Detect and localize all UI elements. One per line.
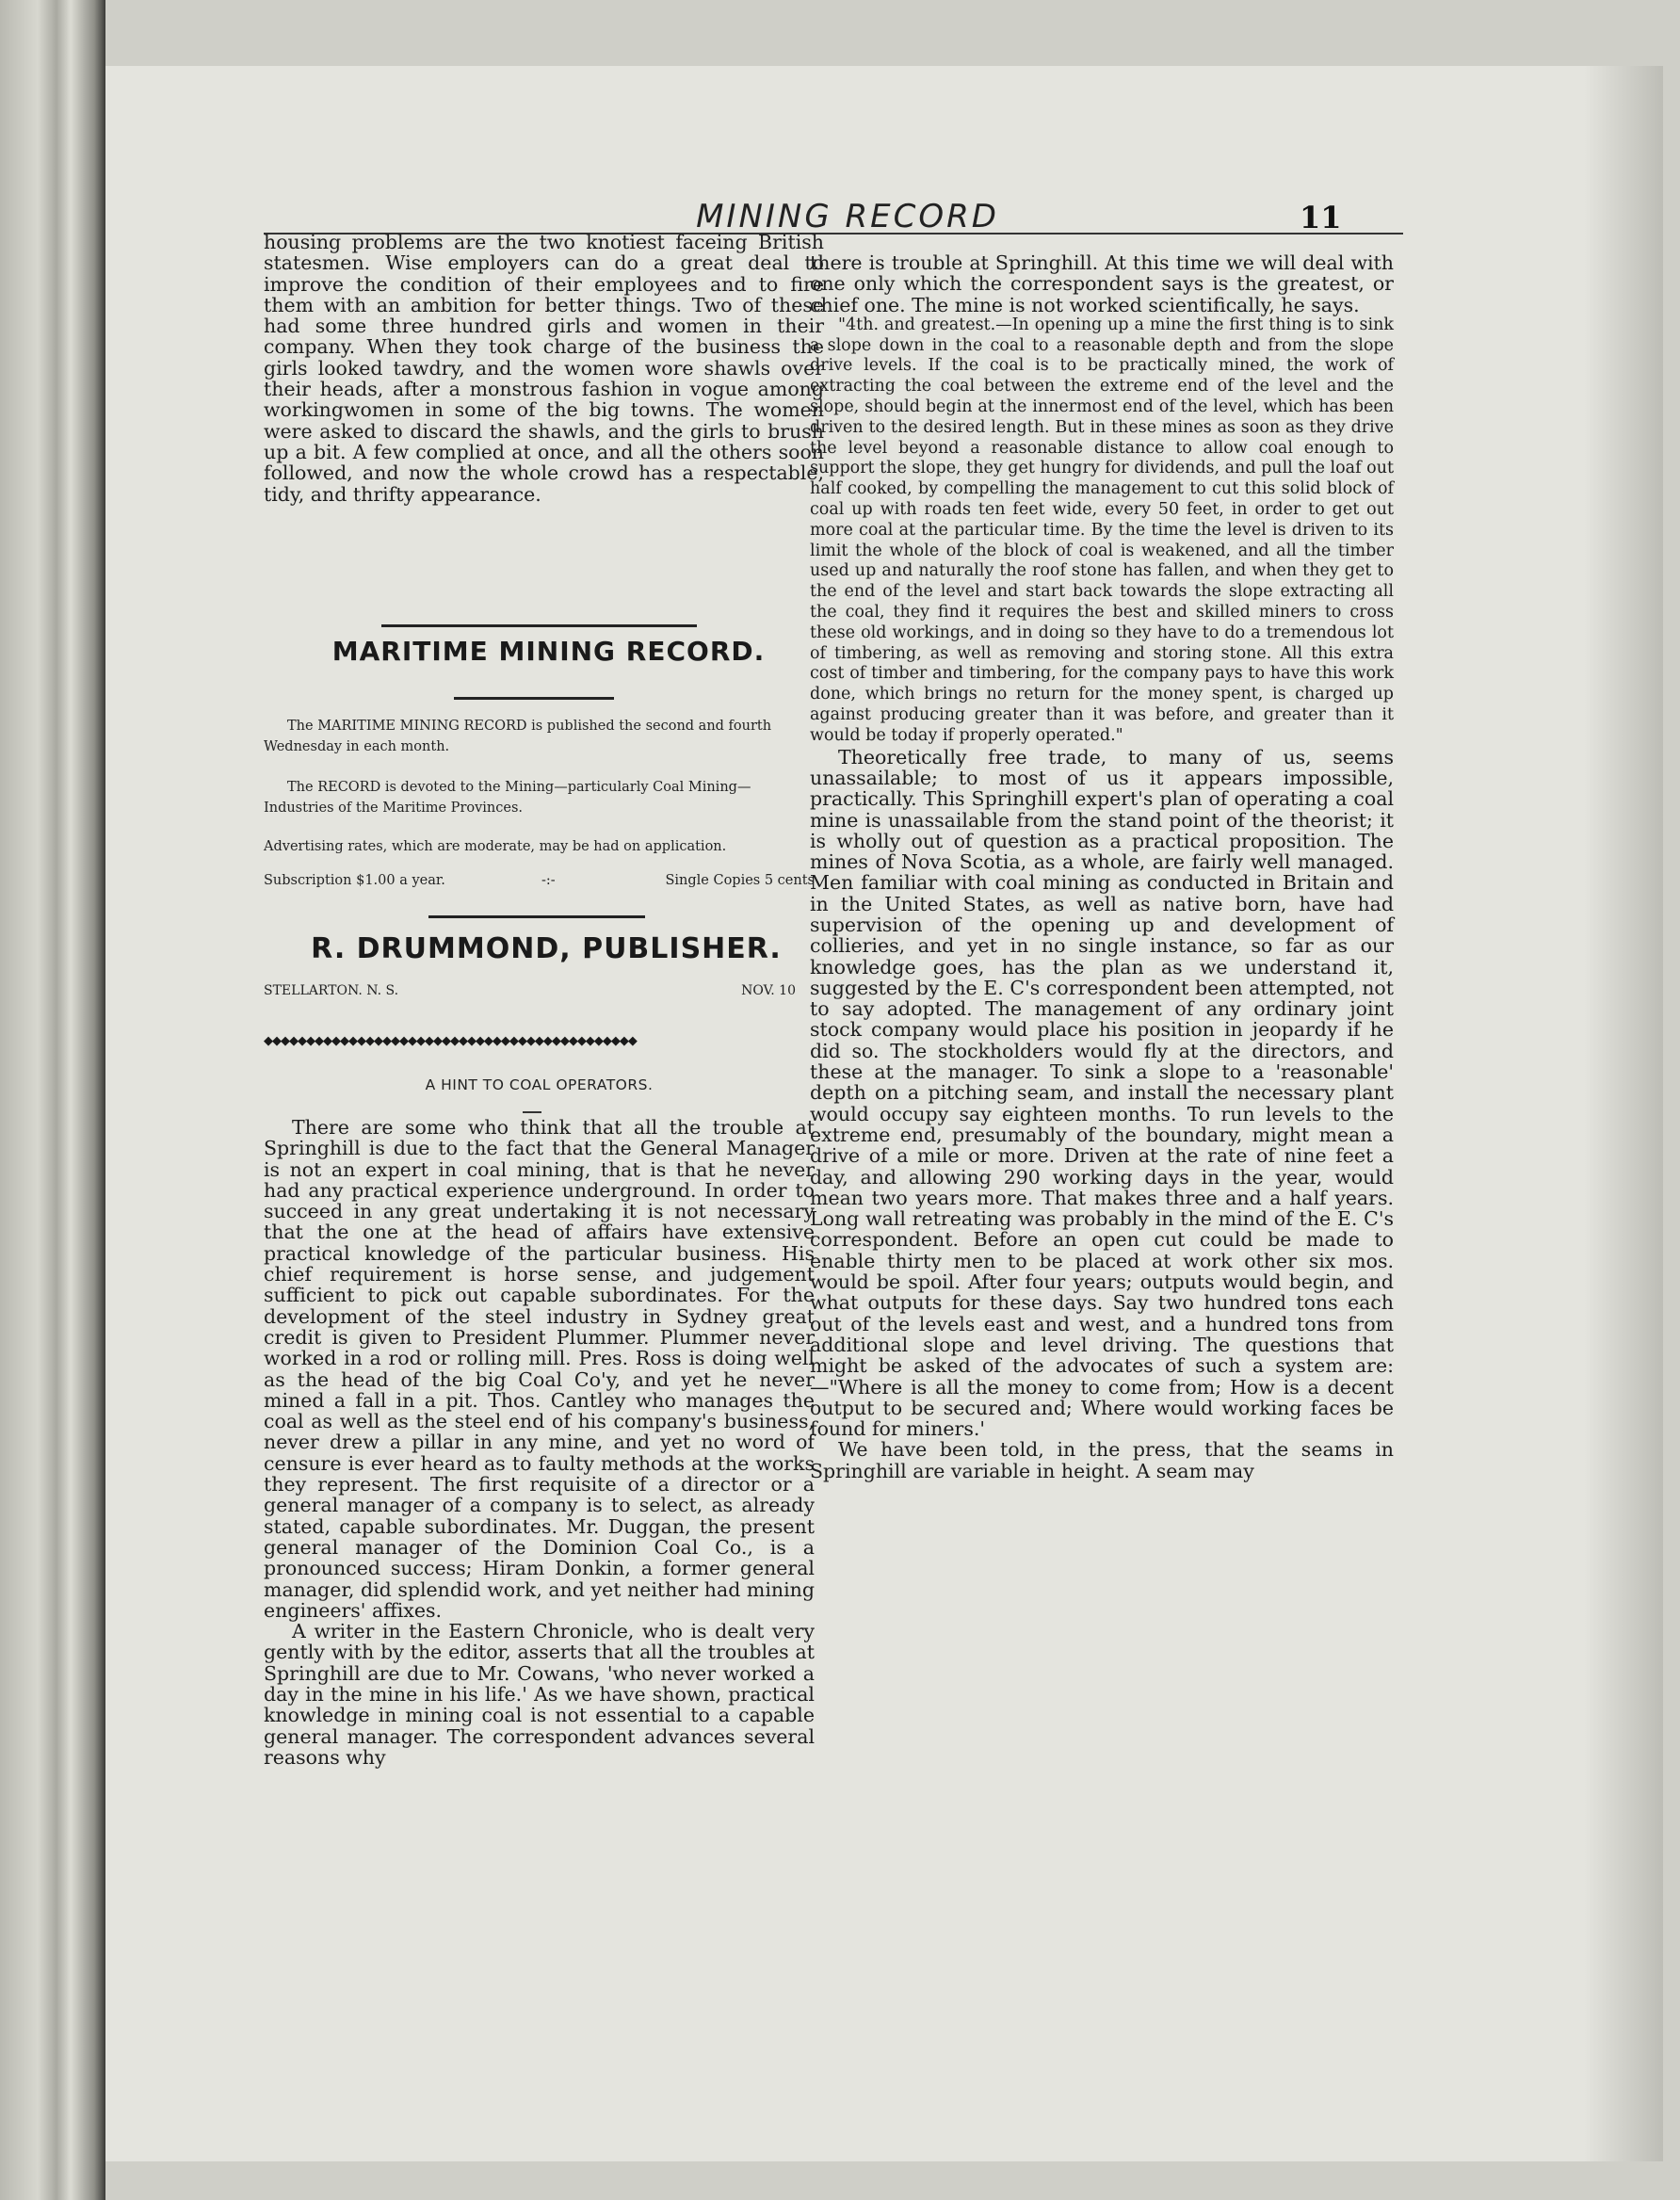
- article-paragraph-r3: Theoretically free trade, to many of us, seems unassailable; to most of us it appears impossible, practically. This Springhill expert's plan of operating a coal mine is unassailable from the stand point of the theorist; it is wholly out of question as a practical proposition. The mines of Nova Scotia, as a whole, are fairly well managed. Men familiar with coal mining as conducted in Britain and in the United States, as well as native born, have had supervision of the opening up and development of collieries, and yet in no single instance, so far as our knowledge goes, has the plan as we understand it, suggested by the E. C's correspondent been attempted, not to say adopted. The management of any ordinary joint stock company would place his position in jeopardy if he did so. The stockholders would fly at the directors, and these at the manager. To sink a slope to a 'reasonable' depth on a pitching seam, and install the necessary plant would occupy say eighteen months. To run levels to the extreme end, presumably of the boundary, might mean a drive of a mile or more. Driven at the rate of nine feet a day, and allowing 290 working days in the year, would mean two years more. That makes three and a half years. Long wall retreating was probably in the mind of the E. C's correspondent. Before an open cut could be made to enable thirty men to be placed at work other six mos. would be spoil. After four years; outputs would begin, and what outputs for these days. Say two hundred tons each out of the levels east and west, and a hundred tons from additional slope and level driving. The questions that might be asked of the advocates of such a system are:—"Where is all the money to come from; How is a decent output to be secured and; Where would working faces be found for miners.': [810, 745, 1394, 1441]
- subscription-line: [264, 870, 815, 891]
- single-copy-price: Single Copies 5 cents: [665, 873, 815, 888]
- masthead-rule-mid: [454, 697, 614, 700]
- masthead-rule-top: [381, 624, 697, 627]
- masthead-title: MARITIME MINING RECORD.: [331, 636, 766, 667]
- article-paragraph-1: There are some who think that all the trouble at Springhill is due to the fact that the General Manager is not an expert in coal mining, that is that he never had any practical experience underground. In order to succeed in any great undertaking it is not necessary that the one at the head of affairs have extensive practical knowledge of the particular business. His chief requirement is horse sense, and judgement sufficient to pick out capable subordinates. For the development of the steel industry in Sydney great credit is given to President Plummer. Plummer never worked in a rod or rolling mill. Pres. Ross is doing well as the head of the big Coal Co'y, and yet he never mined a fall in a pit. Thos. Cantley who manages the coal as well as the steel end of his company's business, never drew a pillar in any mine, and yet no word of censure is ever heard as to faulty methods at the works they represent. The first requisite of a director or a general manager of a company is to select, as already stated, capable subordinates. Mr. Duggan, the present general manager of the Dominion Coal Co., is a pronounced success; Hiram Donkin, a former general manager, did splendid work, and yet neither had mining engineers' affixes.: [264, 1116, 815, 1622]
- right-column: [810, 252, 1394, 1481]
- publication-scope: The RECORD is devoted to the Mining—particularly Coal Mining—Industries of the Maritime Provinces.: [264, 780, 751, 816]
- quoted-correspondent: "4th. and greatest.—In opening up a mine the first thing is to sink a slope down in the coal to a reasonable depth and from the slope drive levels. If the coal is to be practically mined, the work of extracting the coal between the extreme end of the level and the slope, should begin at the innermost end of the level, which has been driven to the desired length. But in these mines as soon as they drive the level beyond a reasonable distance to allow coal enough to support the slope, they get hungry for dividends, and pull the loaf out half cooked, by compelling the management to cut this solid block of coal up with roads ten feet wide, every 50 feet, in order to get out more coal at the particular time. By the time the level is driven to its limit the whole of the block of coal is weakened, and all the timber used up and naturally the roof stone has fallen, and when they get to the end of the level and start back towards the slope extracting all the coal, they find it requires the best and skilled miners to cross these old workings, and in doing so they have to do a tremendous lot of timbering, as well as removing and storing stone. All this extra cost of timber and timbering, for the company pays to have this work done, which brings no return for the money spent, is charged up against producing greater than it was before, and greater than it would be today if properly operated.": [810, 315, 1394, 745]
- page-number: 11: [1300, 200, 1342, 235]
- page-edge-shadow: [1584, 66, 1663, 2161]
- article-paragraph-r1: there is trouble at Springhill. At this time we will deal with one only which the correspondent says is the greatest, or chief one. The mine is not worked scientifically, he says.: [810, 251, 1394, 316]
- subscription-price: Subscription $1.00 a year.: [264, 873, 445, 888]
- subscription-separator: -:-: [541, 873, 556, 888]
- publisher-rule: [428, 915, 645, 918]
- place-of-publication: STELLARTON. N. S.: [264, 983, 399, 998]
- article-paragraph-2: A writer in the Eastern Chronicle, who is dealt very gently with by the editor, asserts that all the troubles at Springhill are due to Mr. Cowans, 'who never worked a day in the mine in his life.' As we have shown, practical knowledge in mining coal is not essential to a capable general manager. The correspondent advances several reasons why: [264, 1620, 815, 1769]
- housing-paragraph: housing problems are the two knotiest faceing British statesmen. Wise employers can do a great deal to improve the condition of their employees and to fire them with an ambition for better things. Two of these had some three hundred girls and women in their company. When they took charge of the business the girls looked tawdry, and the women wore shawls over their heads, after a monstrous fashion in vogue among workingwomen in some of the big towns. The women were asked to discard the shawls, and the girls to brush up a bit. A few complied at once, and all the others soon followed, and now the whole crowd has a respectable, tidy, and thrifty appearance.: [264, 231, 824, 506]
- publisher-name: R. DRUMMOND, PUBLISHER.: [311, 932, 782, 965]
- publication-schedule: The MARITIME MINING RECORD is published the second and fourth Wednesday in each month.: [264, 719, 772, 754]
- article-title: A HINT TO COAL OPERATORS.: [425, 1076, 654, 1093]
- left-top-column: [264, 232, 824, 505]
- issue-date: NOV. 10: [741, 983, 796, 998]
- article-paragraph-r4: We have been told, in the press, that the seams in Springhill are variable in height. A seam may: [810, 1438, 1394, 1482]
- binding-edge: [0, 0, 105, 2200]
- ornamental-divider: ◆◆◆◆◆◆◆◆◆◆◆◆◆◆◆◆◆◆◆◆◆◆◆◆◆◆◆◆◆◆◆◆◆◆◆◆◆◆◆◆◆◆◆◆: [264, 1034, 637, 1048]
- article-title-dash: [523, 1111, 541, 1113]
- left-article-column: [264, 1117, 815, 1768]
- running-header: MINING RECORD: [696, 198, 999, 235]
- advertising-info: Advertising rates, which are moderate, may be had on application.: [264, 839, 727, 854]
